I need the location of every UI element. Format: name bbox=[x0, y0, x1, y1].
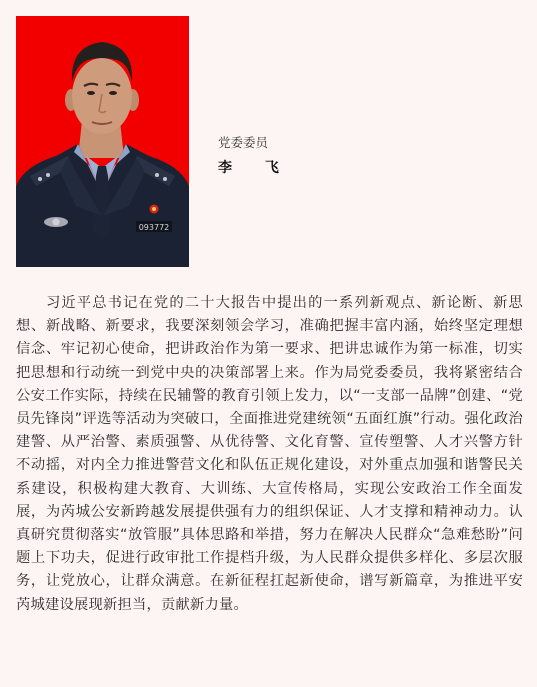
portrait-illustration bbox=[16, 16, 189, 267]
statement-paragraph: 习近平总书记在党的二十大报告中提出的一系列新观点、新论断、新思想、新战略、新要求，我要深刻领会学习，准确把握丰富内涵，始终坚定理想信念、牢记初心使命，把讲政治作为第一要求、把讲忠诚作为第一标准，切实把思想和行动统一到党中央的决策部署上来。作为局党委委员，我将紧密结合公安工作实际，持续在民辅警的教育引领上发力，以“一支部一品牌”创建、“党员先锋岗”评选等活动为突破口，全面推进党建统领“五面红旗”行动。强化政治建警、从严治警、素质强警、从优待警、文化育警、宣传塑警、人才兴警方针不动摇，对内全力推进警营文化和队伍正规化建设，对外重点加强和谐警民关系建设，积极构建大教育、大训练、大宣传格局，实现公安政治工作全面发展，为芮城公安新跨越发展提供强有力的组织保证、人才支撑和精神动力。认真研究贯彻落实“放管服”具体思路和举措，努力在解决人民群众“急难愁盼”问题上下功夫，促进行政审批工作提档升级，为人民群众提供多样化、多层次服务，让党放心，让群众满意。在新征程扛起新使命，谱写新篇章，为推进平安芮城建设展现新担当，贡献新力量。 bbox=[16, 295, 523, 613]
member-role: 党委委员 bbox=[218, 135, 269, 150]
badge-number: 093772 bbox=[138, 223, 170, 232]
caption-block bbox=[218, 134, 418, 179]
member-name: 李 飞 bbox=[218, 160, 293, 176]
portrait-photo bbox=[16, 16, 189, 267]
